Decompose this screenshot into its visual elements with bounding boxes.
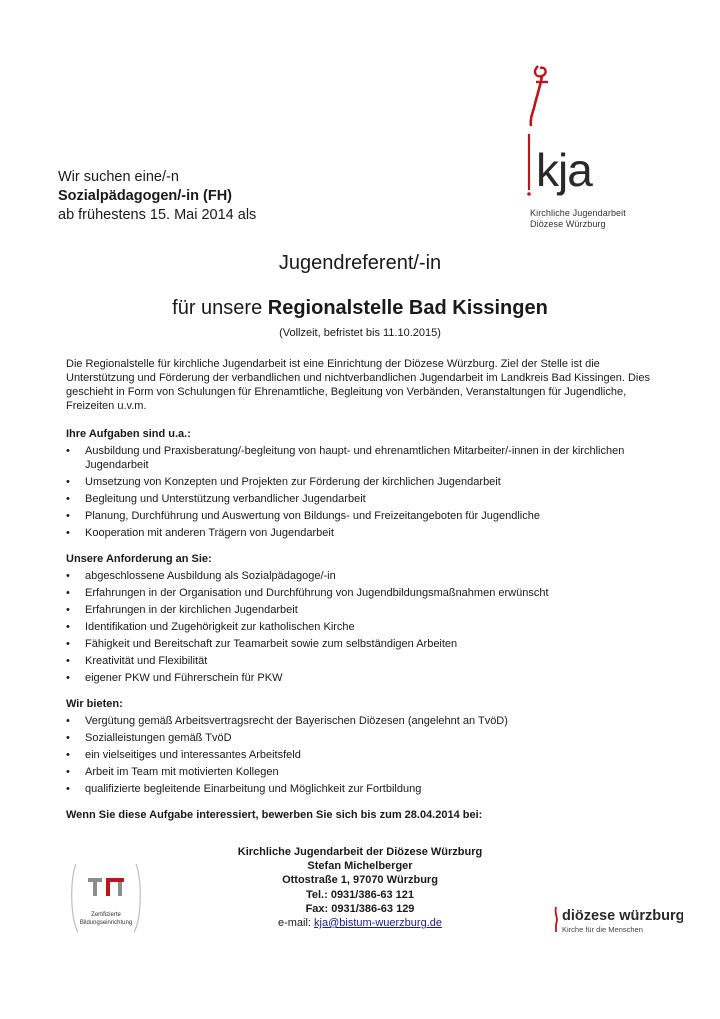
contact-address: Ottostraße 1, 97070 Würzburg xyxy=(282,874,438,887)
contact-fax: Fax: 0931/386-63 129 xyxy=(305,902,415,915)
kja-logo xyxy=(512,62,652,234)
contact-org: Kirchliche Jugendarbeit der Diözese Würzburg xyxy=(237,846,483,858)
seal-caption-1: Zertifizierte xyxy=(91,912,121,918)
intro-paragraph: Die Regionalstelle für kirchliche Jugendarbeit ist eine Einrichtung der Diözese Würzburg. Ziel der Stelle ist die Unterstützung und Förderung der verbandlichen und nichtverbandlichen Jugendarbeit im Landkreis Bad Kissingen. Dies geschieht in Form von Schulungen für Ehrenamtliche, Begleitung von Verbänden, Veranstaltungen für Jugendliche, Freizeiten u.v.m. xyxy=(66,358,650,412)
list-item: • Sozialleistungen gemäß TvöD xyxy=(66,731,656,745)
job-description xyxy=(66,357,656,822)
employment-terms: (Vollzeit, befristet bis 11.10.2015) xyxy=(279,327,441,339)
list-item: • Erfahrungen in der Organisation und Durchführung von Jugendbildungsmaßnahmen erwünscht xyxy=(66,586,656,600)
job-location-title xyxy=(0,297,720,320)
list-item: • Begleitung und Unterstützung verbandlicher Jugendarbeit xyxy=(66,492,656,506)
list-item: • Identifikation und Zugehörigkeit zur katholischen Kirche xyxy=(66,620,656,634)
email-label: e-mail: xyxy=(277,917,315,930)
kja-subtitle-1: Kirchliche Jugendarbeit xyxy=(530,208,626,218)
dioezese-wuerzburg-logo xyxy=(553,902,683,942)
list-item: • abgeschlossene Ausbildung als Sozialpädagoge/-in xyxy=(66,569,656,583)
list-item: • Ausbildung und Praxisberatung/-begleitung von haupt- und ehrenamtlichen Mitarbeiter/-innen in der kirchlichen Jugendarbeit xyxy=(66,444,656,472)
title-location: Regionalstelle Bad Kissingen xyxy=(267,297,548,319)
certification-seal xyxy=(66,858,146,938)
list-item: • Umsetzung von Konzepten und Projekten zur Förderung der kirchlichen Jugendarbeit xyxy=(66,475,656,489)
section-tasks xyxy=(66,427,656,540)
position-qualification: Sozialpädagogen/-in (FH) xyxy=(58,188,232,204)
list-item: • Erfahrungen in der kirchlichen Jugendarbeit xyxy=(66,603,656,617)
application-call: Wenn Sie diese Aufgabe interessiert, bewerben Sie sich bis zum 28.04.2014 bei: xyxy=(66,809,483,821)
section-offer xyxy=(66,697,656,796)
job-title: Jugendreferent/-in xyxy=(278,252,442,274)
intro-line-3: ab frühestens 15. Mai 2014 als xyxy=(58,207,257,223)
list-item: • Fähigkeit und Bereitschaft zur Teamarbeit sowie zum selbständigen Arbeiten xyxy=(66,637,656,651)
list-item: • Kreativität und Flexibilität xyxy=(66,654,656,668)
seal-caption-2: Bildungseinrichtung xyxy=(79,920,133,926)
list-item: • eigener PKW und Führerschein für PKW xyxy=(66,671,656,685)
dioezese-emblem-icon xyxy=(553,902,683,942)
kja-emblem-icon xyxy=(512,62,652,212)
section-heading: Ihre Aufgaben sind u.a.: xyxy=(66,428,191,440)
dioezese-tagline: Kirche für die Menschen xyxy=(562,925,643,934)
email-link[interactable]: kja@bistum-wuerzburg.de xyxy=(314,917,442,930)
kja-wordmark: kja xyxy=(536,144,592,196)
intro-block xyxy=(58,168,256,225)
list-item: • Kooperation mit anderen Trägern von Jugendarbeit xyxy=(66,526,656,540)
list-item: • Arbeit im Team mit motivierten Kollegen xyxy=(66,765,656,779)
intro-line-1: Wir suchen eine/-n xyxy=(58,169,179,185)
certification-seal-icon xyxy=(66,858,146,938)
list-item: • qualifizierte begleitende Einarbeitung und Möglichkeit zur Fortbildung xyxy=(66,782,656,796)
section-heading: Wir bieten: xyxy=(66,698,123,710)
list-item: • ein vielseitiges und interessantes Arbeitsfeld xyxy=(66,748,656,762)
list-item: • Planung, Durchführung und Auswertung von Bildungs- und Freizeitangeboten für Jugendliche xyxy=(66,509,656,523)
title-prefix: für unsere xyxy=(172,297,268,319)
kja-subtitle-2: Diözese Würzburg xyxy=(530,219,606,229)
section-heading: Unsere Anforderung an Sie: xyxy=(66,553,212,565)
list-item: • Vergütung gemäß Arbeitsvertragsrecht der Bayerischen Diözesen (angelehnt an TvöD) xyxy=(66,714,656,728)
dioezese-name: diözese würzburg xyxy=(562,908,683,924)
section-requirements xyxy=(66,552,656,685)
contact-tel: Tel.: 0931/386-63 121 xyxy=(305,888,415,901)
contact-person: Stefan Michelberger xyxy=(307,860,413,873)
